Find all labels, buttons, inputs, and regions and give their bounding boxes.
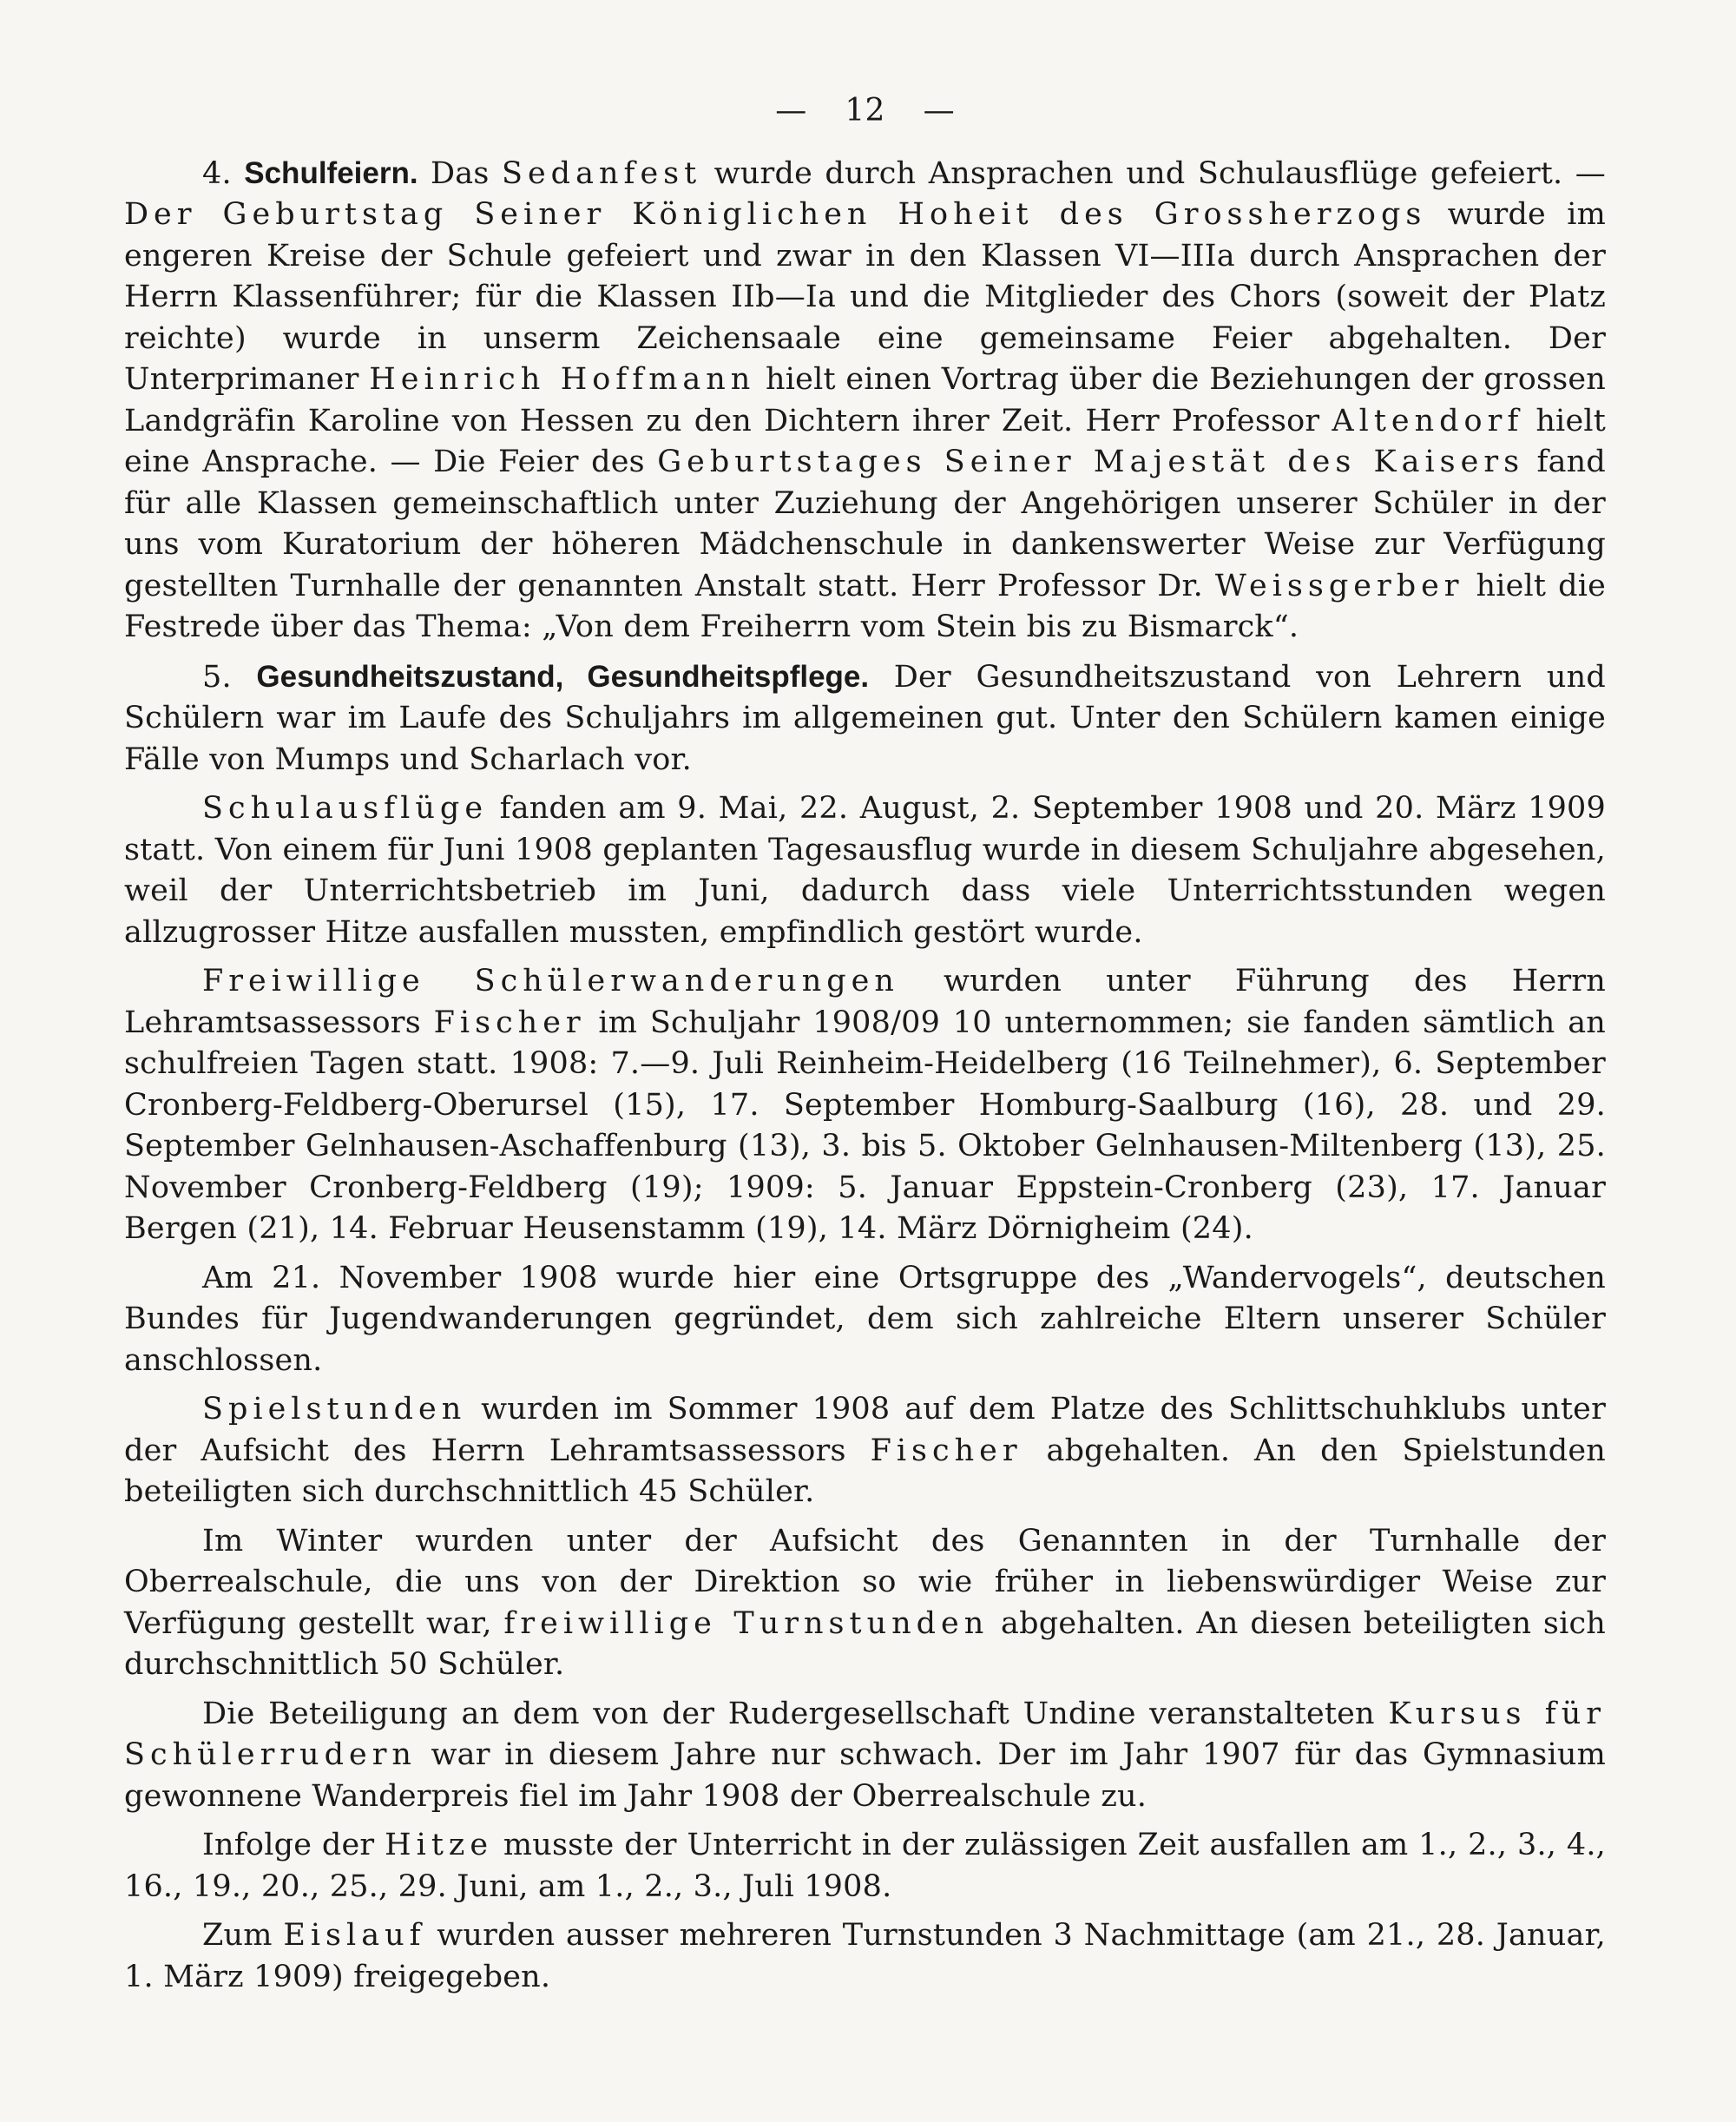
schulausfluege-term: Schulausflüge: [202, 791, 489, 826]
schuelerwanderungen-term: Freiwillige Schülerwanderungen: [202, 964, 899, 998]
section-4-text-b: wurde durch Ansprachen und Schulausflüge gefeiert. —: [713, 155, 1607, 191]
section-5-text-5a: wurden im Sommer 1908 auf dem Platze des Schlittschuhklubs unter der Aufsicht des Herrn Lehramtsassessors: [124, 1392, 1606, 1468]
hitze-term: Hitze: [385, 1828, 494, 1862]
section-5-paragraph-1: [124, 656, 1606, 781]
section-5-text-8b: musste der Unterricht in der zulässigen Zeit ausfallen am 1., 2., 3., 4., 16., 19., 20., 25., 29. Juni, am 1., 2., 3., Juli 1908.: [124, 1828, 1606, 1904]
section-5-paragraph-8: [124, 1825, 1606, 1908]
page-number-value: 12: [845, 93, 885, 129]
section-4-heading: Schulfeiern.: [244, 155, 418, 190]
section-5-text-3b: im Schuljahr 1908/09 10 unternommen; sie fanden sämtlich an schulfreien Tagen statt. 1908: 7.—9. Juli Reinheim-Heidelberg (16 Teilnehmer), 6. September Cronberg-Feldberg-Oberursel (15), 17. September Homburg-Saalburg (16), 28. und 29. September Gelnhausen-Aschaffenburg (13), 3. bis 5. Oktober Gelnhausen-Miltenberg (13), 25. November Cronberg-Feldberg (19); 1909: 5. Januar Eppstein-Cronberg (23), 17. Januar Bergen (21), 14. Februar Heusenstamm (19), 14. März Dörnigheim (24).: [124, 1005, 1606, 1246]
section-5-paragraph-9: [124, 1915, 1606, 1998]
section-5-text-6a: Im Winter wurden unter der Aufsicht des Genannten in der Turnhalle der Oberrealschule, die uns von der Direktion so wie früher in liebenswürdiger Weise zur Verfügung gestellt war,: [124, 1523, 1606, 1641]
page-number-dash-right: —: [923, 93, 955, 129]
section-4-number: 4.: [202, 155, 232, 191]
section-4-text-e: hielt eine Ansprache. — Die Feier des: [124, 403, 1607, 479]
section-4-weissgerber: Weissgerber: [1214, 568, 1464, 603]
section-4-text-d: hielt einen Vortrag über die Beziehungen der grossen Landgräfin Karoline von Hessen zu den Dichtern ihrer Zeit. Herr Professor: [124, 362, 1607, 438]
section-5-paragraph-2: [124, 788, 1606, 953]
section-4-hoffmann: Heinrich Hoffmann: [369, 362, 756, 397]
section-5-paragraph-3: [124, 961, 1606, 1250]
fischer-name-2: Fischer: [870, 1433, 1023, 1468]
turnstunden-term: freiwillige Turnstunden: [503, 1605, 990, 1641]
section-4-sedanfest: Sedanfest: [501, 155, 702, 191]
page-number: [124, 90, 1606, 132]
section-5-text-9b: wurden ausser mehreren Turnstunden 3 Nachmittage (am 21., 28. Januar, 1. März 1909) freigegeben.: [124, 1918, 1606, 1994]
section-4-paragraph: [124, 153, 1606, 649]
section-4-text-c: wurde im engeren Kreise der Schule gefeiert und zwar in den Klassen VI—IIIa durch Ansprachen der Herrn Klassenführer; für die Klassen IIb—Ia und die Mitglieder des Chors (soweit der Platz reichte) wurde in unserm Zeichensaale eine gemeinsame Feier abgehalten. Der Unterprimaner: [124, 197, 1607, 397]
kursus-term: Kursus für Schülerrudern: [124, 1696, 1606, 1772]
section-4-text-g: hielt die Festrede über das Thema: „Von dem Freiherrn vom Stein bis zu Bismarck“.: [124, 568, 1607, 644]
section-5-paragraph-5: [124, 1389, 1606, 1513]
eislauf-term: Eislauf: [283, 1918, 426, 1953]
section-5-text-3a: wurden unter Führung des Herrn Lehramtsassessors: [124, 964, 1606, 1040]
fischer-name-1: Fischer: [433, 1005, 586, 1040]
section-4-kaiser: Geburtstages Seiner Majestät des Kaisers: [657, 445, 1525, 479]
section-5-paragraph-7: [124, 1694, 1606, 1818]
section-5-text-8a: Infolge der: [202, 1828, 375, 1862]
section-4-altendorf: Altendorf: [1332, 403, 1524, 438]
section-5-text-6b: abgehalten. An diesen beteiligten sich durchschnittlich 50 Schüler.: [124, 1605, 1607, 1682]
section-4-text-a: Das: [431, 155, 490, 191]
section-4-geburtstag: Der Geburtstag Seiner Königlichen Hoheit des Grossherzogs: [124, 197, 1427, 232]
document-page: [124, 90, 1606, 2006]
section-5-text-2: fanden am 9. Mai, 22. August, 2. September 1908 und 20. März 1909 statt. Von einem für Juni 1908 geplanten Tagesausflug wurde in diesem Schuljahre abgesehen, weil der Unterrichtsbetrieb im Juni, dadurch dass viele Unterrichtsstunden wegen allzugrosser Hitze ausfallen mussten, empfindlich gestört wurde.: [124, 791, 1606, 950]
section-5-paragraph-6: [124, 1521, 1606, 1686]
spielstunden-term: Spielstunden: [202, 1392, 467, 1427]
section-5-number: 5.: [202, 659, 232, 695]
section-5-heading: Gesundheitszustand, Gesundheitspflege.: [256, 659, 870, 694]
section-5-text-7b: war in diesem Jahre nur schwach. Der im Jahr 1907 für das Gymnasium gewonnene Wanderpreis fiel im Jahr 1908 der Oberrealschule zu.: [124, 1737, 1606, 1814]
section-5-text-9a: Zum: [202, 1918, 273, 1953]
section-5-text-5b: abgehalten. An den Spielstunden beteiligten sich durchschnittlich 45 Schüler.: [124, 1433, 1607, 1509]
page-number-dash-left: —: [775, 93, 807, 129]
section-5-paragraph-4: [124, 1258, 1606, 1382]
section-5-text-7a: Die Beteiligung an dem von der Rudergesellschaft Undine veranstalteten: [202, 1696, 1375, 1731]
section-4-text-f: fand für alle Klassen gemeinschaftlich unter Zuziehung der Angehörigen unserer Schüler in der uns vom Kuratorium der höheren Mädchenschule in dankenswerter Weise zur Verfügung gestellten Turnhalle der genannten Anstalt statt. Herr Professor Dr.: [124, 445, 1607, 603]
section-5-text-1: Der Gesundheitszustand von Lehrern und Schülern war im Laufe des Schuljahrs im allgemeinen gut. Unter den Schülern kamen einige Fälle von Mumps und Scharlach vor.: [124, 659, 1606, 777]
section-5-text-4: Am 21. November 1908 wurde hier eine Ortsgruppe des „Wandervogels“, deutschen Bundes für Jugendwanderungen gegründet, dem sich zahlreiche Eltern unserer Schüler anschlossen.: [124, 1260, 1606, 1378]
